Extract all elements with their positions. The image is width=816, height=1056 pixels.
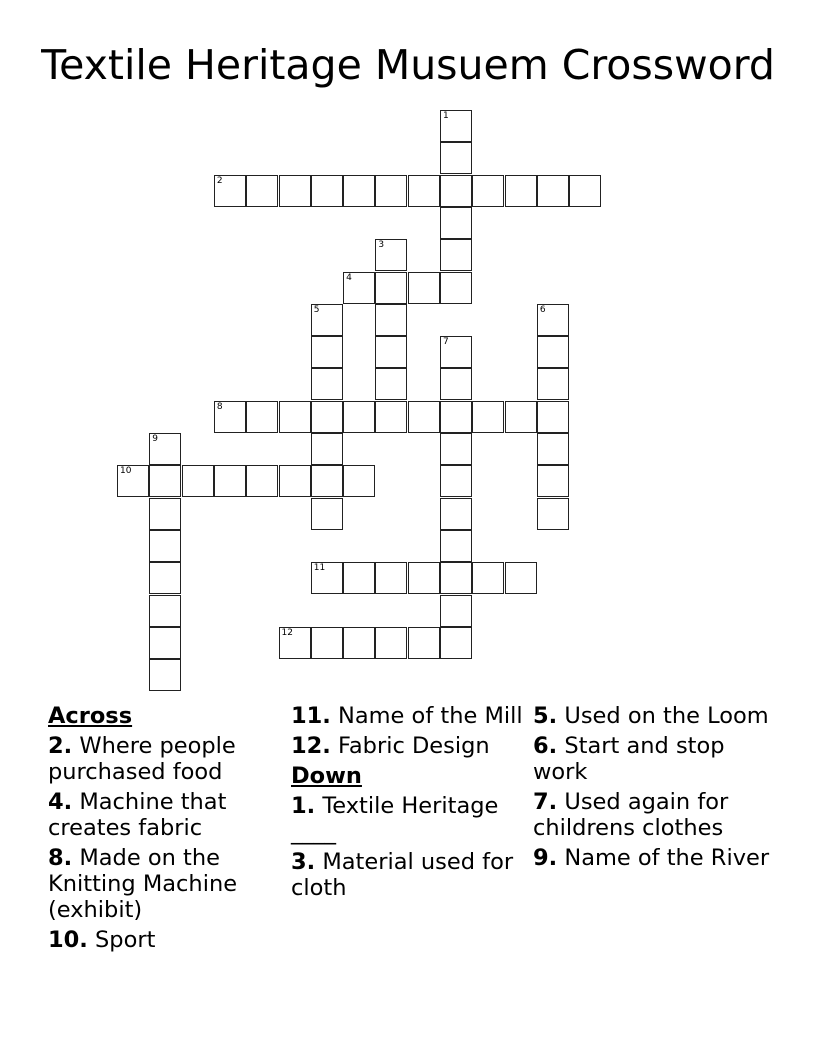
grid-cell[interactable]	[408, 562, 440, 594]
clue-item	[48, 789, 288, 841]
clue-number: 11	[313, 563, 326, 574]
grid-cell[interactable]	[149, 659, 181, 691]
grid-cell[interactable]	[408, 175, 440, 207]
grid-cell[interactable]	[440, 272, 472, 304]
grid-cell[interactable]	[569, 175, 601, 207]
grid-cell[interactable]	[279, 627, 311, 659]
clue-column-2	[291, 703, 531, 905]
clue-text: Where people purchased food	[48, 733, 236, 785]
clue-num: 3.	[291, 849, 316, 875]
clue-item	[533, 789, 773, 841]
clue-text: Made on the Knitting Machine (exhibit)	[48, 845, 238, 923]
clue-text: Start and stop work	[533, 733, 725, 785]
grid-cell[interactable]	[149, 498, 181, 530]
clue-item	[533, 703, 773, 729]
grid-cell[interactable]	[440, 142, 472, 174]
grid-cell[interactable]	[246, 465, 278, 497]
grid-cell[interactable]	[375, 336, 407, 368]
clue-num: 8.	[48, 845, 73, 871]
clue-text: Textile Heritage ____	[291, 793, 499, 845]
grid-cell[interactable]	[311, 627, 343, 659]
grid-cell[interactable]	[149, 627, 181, 659]
grid-cell[interactable]	[311, 401, 343, 433]
grid-cell[interactable]	[472, 562, 504, 594]
clue-item	[291, 849, 531, 901]
clue-num: 5.	[533, 703, 558, 729]
grid-cell[interactable]	[537, 498, 569, 530]
grid-cell[interactable]	[537, 368, 569, 400]
grid-cell[interactable]	[246, 175, 278, 207]
clue-number: 9	[152, 434, 159, 444]
grid-cell[interactable]	[408, 272, 440, 304]
clue-num: 1.	[291, 793, 316, 819]
grid-cell[interactable]	[311, 498, 343, 530]
clue-number: 2	[216, 175, 223, 186]
clue-item	[291, 703, 531, 729]
grid-cell[interactable]	[440, 239, 472, 271]
grid-cell[interactable]	[537, 175, 569, 207]
grid-cell[interactable]	[311, 368, 343, 400]
clue-number: 5	[313, 304, 320, 315]
grid-cell[interactable]	[149, 465, 181, 497]
clue-number: 6	[539, 304, 546, 315]
grid-cell[interactable]	[440, 368, 472, 400]
grid-cell[interactable]	[311, 465, 343, 497]
clue-item	[533, 733, 773, 785]
clue-number: 1	[443, 111, 449, 121]
grid-cell[interactable]	[440, 401, 472, 433]
grid-cell[interactable]	[440, 433, 472, 465]
clue-item	[291, 793, 531, 845]
grid-cell[interactable]	[505, 175, 537, 207]
grid-cell[interactable]	[343, 465, 375, 497]
clue-num: 7.	[533, 789, 558, 815]
grid-cell[interactable]	[375, 368, 407, 400]
grid-cell[interactable]	[375, 627, 407, 659]
grid-cell[interactable]	[440, 562, 472, 594]
grid-cell[interactable]	[375, 272, 407, 304]
clue-num: 2.	[48, 733, 73, 759]
grid-cell[interactable]	[537, 433, 569, 465]
clue-num: 4.	[48, 789, 73, 815]
clue-num: 10.	[48, 927, 88, 953]
grid-cell[interactable]	[311, 562, 343, 594]
grid-cell[interactable]	[343, 627, 375, 659]
clue-text: Fabric Design	[338, 733, 490, 759]
grid-cell[interactable]	[440, 627, 472, 659]
clue-number: 8	[216, 401, 223, 412]
grid-cell[interactable]	[117, 465, 149, 497]
grid-cell[interactable]	[440, 530, 472, 562]
grid-cell[interactable]	[343, 272, 375, 304]
grid-cell[interactable]	[246, 401, 278, 433]
grid-cell[interactable]	[279, 401, 311, 433]
grid-cell[interactable]	[408, 627, 440, 659]
clue-item	[533, 845, 773, 871]
grid-cell[interactable]	[440, 465, 472, 497]
grid-cell[interactable]	[440, 175, 472, 207]
grid-cell[interactable]	[537, 304, 569, 336]
clue-column-1	[48, 703, 288, 957]
grid-cell[interactable]	[375, 562, 407, 594]
grid-cell[interactable]	[440, 207, 472, 239]
grid-cell[interactable]	[440, 110, 472, 142]
grid-cell[interactable]	[537, 465, 569, 497]
grid-cell[interactable]	[537, 401, 569, 433]
clue-text: Material used for cloth	[291, 849, 514, 901]
clue-text: Sport	[95, 927, 156, 953]
grid-cell[interactable]	[375, 239, 407, 271]
grid-cell[interactable]	[182, 465, 214, 497]
grid-cell[interactable]	[472, 175, 504, 207]
clue-number: 4	[346, 272, 352, 283]
grid-cell[interactable]	[279, 175, 311, 207]
grid-cell[interactable]	[311, 336, 343, 368]
grid-cell[interactable]	[311, 304, 343, 336]
grid-cell[interactable]	[343, 562, 375, 594]
clue-number: 10	[120, 466, 132, 477]
grid-cell[interactable]	[375, 401, 407, 433]
grid-cell[interactable]	[440, 595, 472, 627]
down-heading: Down	[291, 763, 362, 789]
clue-text: Used on the Loom	[564, 703, 769, 729]
grid-cell[interactable]	[375, 304, 407, 336]
grid-cell[interactable]	[408, 401, 440, 433]
grid-cell[interactable]	[311, 433, 343, 465]
grid-cell[interactable]	[214, 401, 246, 433]
clue-number: 3	[378, 240, 385, 251]
grid-cell[interactable]	[214, 175, 246, 207]
puzzle-title: Textile Heritage Musuem Crossword	[41, 41, 775, 89]
clue-item	[48, 927, 288, 953]
clue-item	[291, 733, 531, 759]
grid-cell[interactable]	[149, 530, 181, 562]
grid-cell[interactable]	[149, 562, 181, 594]
clue-num: 11.	[291, 703, 331, 729]
clue-num: 12.	[291, 733, 331, 759]
clue-number: 12	[281, 627, 293, 638]
grid-cell[interactable]	[375, 175, 407, 207]
grid-cell[interactable]	[149, 595, 181, 627]
grid-cell[interactable]	[472, 401, 504, 433]
clue-number: 7	[443, 337, 449, 348]
clue-column-3	[533, 703, 773, 875]
clue-num: 9.	[533, 845, 558, 871]
grid-cell[interactable]	[343, 175, 375, 207]
across-heading: Across	[48, 703, 133, 729]
grid-cell[interactable]	[311, 175, 343, 207]
grid-cell[interactable]	[505, 562, 537, 594]
grid-cell[interactable]	[279, 465, 311, 497]
clue-num: 6.	[533, 733, 558, 759]
clue-text: Name of the River	[564, 845, 770, 871]
clue-text: Used again for childrens clothes	[533, 789, 729, 841]
clue-text: Name of the Mill	[338, 703, 523, 729]
grid-cell[interactable]	[343, 401, 375, 433]
grid-cell[interactable]	[149, 433, 181, 465]
grid-cell[interactable]	[505, 401, 537, 433]
clue-text: Machine that creates fabric	[48, 789, 227, 841]
clue-item	[48, 733, 288, 785]
grid-cell[interactable]	[440, 336, 472, 368]
clue-item	[48, 845, 288, 923]
grid-cell[interactable]	[440, 498, 472, 530]
grid-cell[interactable]	[537, 336, 569, 368]
grid-cell[interactable]	[214, 465, 246, 497]
